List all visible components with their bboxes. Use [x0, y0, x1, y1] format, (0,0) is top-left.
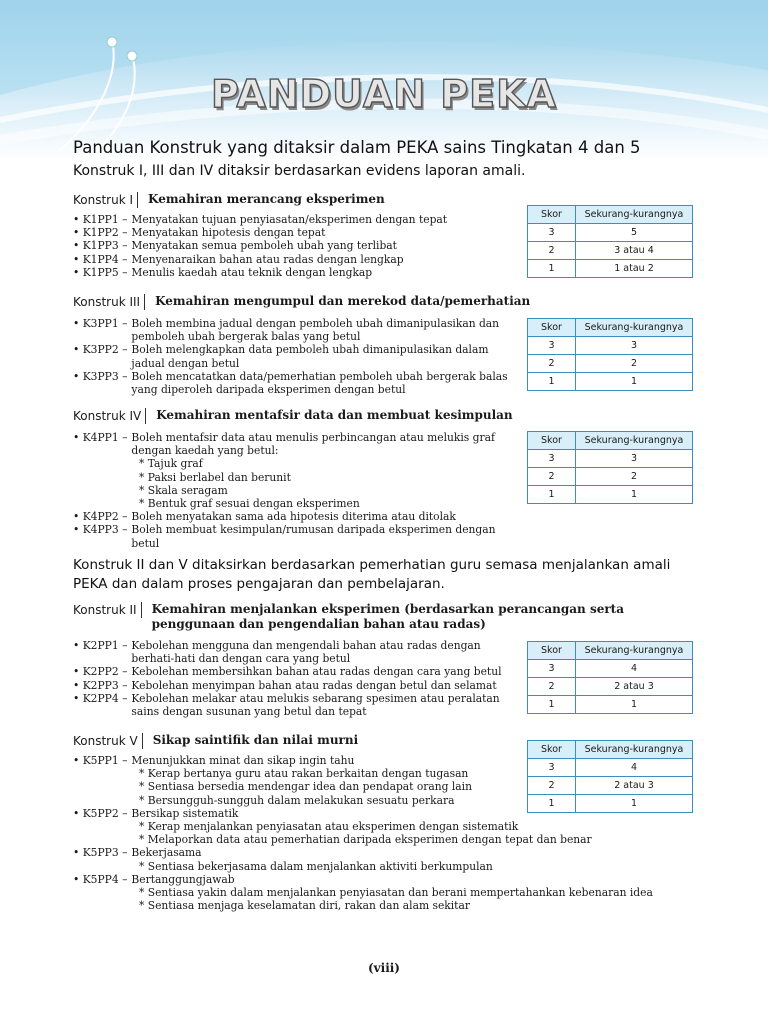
- table-row: 2 2: [528, 468, 693, 486]
- score-table-k5: Skor Sekurang-kurangnya 3 4 2 2 atau 3 1 1: [527, 740, 693, 813]
- konstruk-title: Kemahiran merancang eksperimen: [148, 192, 385, 206]
- list-item: • K3PP3 – Boleh mencatatkan data/pemerhatian pemboleh ubah bergerak balas yang diperoleh daripada eksperimen dengan betul: [73, 369, 508, 397]
- konstruk-2-header: [73, 602, 673, 632]
- table-row: 1 1 atau 2: [528, 260, 693, 278]
- sub-item: * Sentiasa menjaga keselamatan diri, rakan dan alam sekitar: [139, 899, 470, 913]
- list-item: • K5PP3 – Bekerjasama: [73, 846, 202, 860]
- konstruk-2-items: [73, 639, 523, 718]
- score-table-k4: Skor Sekurang-kurangnya 3 3 2 2 1 1: [527, 431, 693, 504]
- list-item: • K2PP4 – Kebolehan melakar atau melukis sebarang spesimen atau peralatan sains dengan susunan yang betul dan tepat: [73, 691, 500, 719]
- list-item: • K1PP3 – Menyatakan semua pemboleh ubah yang terlibat: [73, 239, 397, 253]
- konstruk-title: Kemahiran menjalankan eksperimen (berdasarkan perancangan serta penggunaan dan pengendalian bahan atau radas): [151, 602, 624, 631]
- konstruk-3-items: [73, 317, 523, 396]
- sub-item: * Paksi berlabel dan berunit: [139, 470, 291, 484]
- page-title: PANDUAN PEKA: [211, 72, 557, 116]
- konstruk-3-header: [73, 294, 530, 310]
- table-row: 2 2 atau 3: [528, 678, 693, 696]
- konstruk-label: Konstruk I: [73, 192, 138, 208]
- table-row: 2 3 atau 4: [528, 242, 693, 260]
- konstruk-4-header: [73, 408, 513, 424]
- table-row: 1 1: [528, 795, 693, 813]
- sub-item: * Sentiasa bekerjasama dalam menjalankan aktiviti berkumpulan: [139, 859, 493, 873]
- konstruk-4-items: [73, 431, 523, 550]
- list-item: • K4PP3 – Boleh membuat kesimpulan/rumusan daripada eksperimen dengan betul: [73, 523, 496, 550]
- intro-note: Konstruk I, III dan IV ditaksir berdasarkan evidens laporan amali.: [73, 163, 526, 179]
- konstruk-title: Kemahiran mengumpul dan merekod data/pemerhatian: [155, 294, 531, 308]
- konstruk-title: Kemahiran mentafsir data dan membuat kesimpulan: [156, 408, 513, 422]
- sub-item: * Sentiasa bersedia mendengar idea dan pendapat orang lain: [139, 780, 472, 794]
- sub-item: * Skala seragam: [139, 483, 228, 497]
- konstruk-title: Sikap saintifik dan nilai murni: [152, 733, 359, 747]
- list-item: • K1PP2 – Menyatakan hipotesis dengan tepat: [73, 226, 326, 240]
- list-item: • K2PP1 – Kebolehan mengguna dan mengendali bahan atau radas dengan berhati-hati dan dengan cara yang betul: [73, 639, 481, 666]
- konstruk-1-header: [73, 192, 385, 208]
- list-item: • K5PP2 – Bersikap sistematik: [73, 806, 239, 820]
- intro-heading: Panduan Konstruk yang ditaksir dalam PEKA sains Tingkatan 4 dan 5: [73, 138, 641, 157]
- list-item: • K5PP4 – Bertanggungjawab: [73, 872, 235, 886]
- list-item: • K5PP1 – Menunjukkan minat dan sikap ingin tahu: [73, 754, 355, 767]
- table-row: 3 3: [528, 450, 693, 468]
- table-row: 3 3: [528, 337, 693, 355]
- sub-item: * Tajuk graf: [139, 457, 203, 471]
- list-item: • K4PP2 – Boleh menyatakan sama ada hipotesis diterima atau ditolak: [73, 510, 456, 524]
- table-row: 3 5: [528, 224, 693, 242]
- list-item: • K2PP3 – Kebolehan menyimpan bahan atau radas dengan betul dan selamat: [73, 678, 497, 692]
- list-item: • K1PP1 – Menyatakan tujuan penyiasatan/eksperimen dengan tepat: [73, 213, 448, 226]
- sub-item: * Bersungguh-sungguh dalam melakukan sesuatu perkara: [139, 793, 455, 807]
- list-item: • K3PP1 – Boleh membina jadual dengan pemboleh ubah dimanipulasikan dan pemboleh ubah bergerak balas yang betul: [73, 317, 500, 344]
- list-item: • K3PP2 – Boleh melengkapkan data pemboleh ubah dimanipulasikan dalam jadual dengan betul: [73, 343, 489, 370]
- sub-item: * Bentuk graf sesuai dengan eksperimen: [139, 497, 360, 511]
- score-table-k3: Skor Sekurang-kurangnya 3 3 2 2 1 1: [527, 318, 693, 391]
- table-row: 2 2 atau 3: [528, 777, 693, 795]
- sub-item: * Sentiasa yakin dalam menjalankan penyiasatan dan berani mempertahankan kebenaran idea: [139, 886, 653, 900]
- list-item: • K1PP4 – Menyenaraikan bahan atau radas dengan lengkap: [73, 252, 404, 266]
- score-table-k1: Skor Sekurang-kurangnya 3 5 2 3 atau 4 1 1 atau 2: [527, 205, 693, 278]
- list-item: • K1PP5 – Menulis kaedah atau teknik dengan lengkap: [73, 265, 373, 279]
- table-row: 1 1: [528, 373, 693, 391]
- konstruk-label: Konstruk II: [73, 602, 142, 618]
- table-row: 3 4: [528, 660, 693, 678]
- sub-item: * Kerap menjalankan penyiasatan atau eksperimen dengan sistematik: [139, 820, 519, 834]
- konstruk-label: Konstruk IV: [73, 408, 146, 424]
- konstruk-label: Konstruk III: [73, 294, 145, 310]
- table-row: 3 4: [528, 759, 693, 777]
- table-row: 2 2: [528, 355, 693, 373]
- list-item: • K2PP2 – Kebolehan membersihkan bahan atau radas dengan cara yang betul: [73, 665, 502, 679]
- table-row: 1 1: [528, 486, 693, 504]
- list-item: • K4PP1 – Boleh mentafsir data atau menulis perbincangan atau melukis graf dengan kaedah yang betul:: [73, 431, 495, 458]
- observation-note: Konstruk II dan V ditaksirkan berdasarkan pemerhatian guru semasa menjalankan amali PEKA dan dalam proses pengajaran dan pembelajaran.: [73, 557, 671, 592]
- table-row: 1 1: [528, 696, 693, 714]
- konstruk-1-items: [73, 213, 523, 279]
- konstruk-5-header: [73, 733, 358, 749]
- sub-item: * Kerap bertanya guru atau rakan berkaitan dengan tugasan: [139, 767, 469, 781]
- konstruk-label: Konstruk V: [73, 733, 143, 749]
- sub-item: * Melaporkan data atau pemerhatian daripada eksperimen dengan tepat dan benar: [139, 833, 592, 847]
- page-number: (viii): [367, 961, 400, 975]
- score-table-k2: Skor Sekurang-kurangnya 3 4 2 2 atau 3 1 1: [527, 641, 693, 714]
